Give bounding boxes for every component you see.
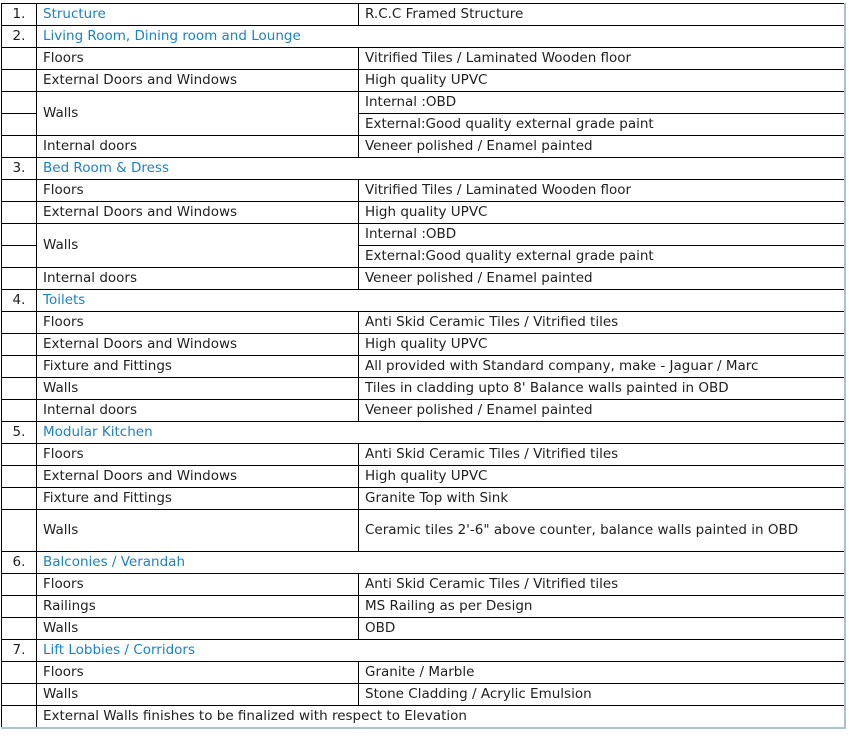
row-number-cell — [1, 399, 36, 421]
table-row — [1, 3, 844, 25]
row-number-cell — [1, 91, 36, 113]
spec-label-cell: Internal doors — [36, 399, 358, 421]
spec-value-cell: Ceramic tiles 2'-6" above counter, balance walls painted in OBD — [358, 509, 844, 551]
row-number-cell — [1, 223, 36, 245]
row-number-cell: 6. — [1, 551, 36, 573]
spec-label-cell: Floors — [36, 179, 358, 201]
spec-label-cell: External Doors and Windows — [36, 465, 358, 487]
table-row — [1, 179, 844, 201]
row-number-cell — [1, 683, 36, 705]
spec-label-cell: External Doors and Windows — [36, 69, 358, 91]
row-number-cell: 3. — [1, 157, 36, 179]
row-number-cell — [1, 333, 36, 355]
table-row — [1, 47, 844, 69]
row-number-cell — [1, 201, 36, 223]
row-number-cell — [1, 135, 36, 157]
specifications-table — [1, 3, 846, 729]
spec-value-cell: Veneer polished / Enamel painted — [358, 135, 844, 157]
spec-value-cell: High quality UPVC — [358, 465, 844, 487]
row-number-cell: 2. — [1, 25, 36, 47]
section-title-cell: Living Room, Dining room and Lounge — [36, 25, 844, 47]
table-row — [1, 135, 844, 157]
spec-value-cell: Vitrified Tiles / Laminated Wooden floor — [358, 47, 844, 69]
spec-label-cell: Walls — [36, 617, 358, 639]
spec-value-cell: Internal :OBD — [358, 223, 844, 245]
table-row — [1, 443, 844, 465]
row-number-cell: 7. — [1, 639, 36, 661]
spec-label-cell: External Doors and Windows — [36, 201, 358, 223]
table-row — [1, 399, 844, 421]
spec-value-cell: Veneer polished / Enamel painted — [358, 399, 844, 421]
table-row — [1, 333, 844, 355]
row-number-cell — [1, 705, 36, 727]
row-number-cell — [1, 509, 36, 551]
table-row — [1, 377, 844, 399]
spec-label-cell: Walls — [36, 223, 358, 267]
row-number-cell — [1, 179, 36, 201]
table-row — [1, 617, 844, 639]
spec-value-cell: All provided with Standard company, make - Jaguar / Marc — [358, 355, 844, 377]
row-number-cell — [1, 377, 36, 399]
row-number-cell — [1, 311, 36, 333]
spec-value-cell: Vitrified Tiles / Laminated Wooden floor — [358, 179, 844, 201]
row-number-cell — [1, 487, 36, 509]
row-number-cell — [1, 69, 36, 91]
table-row — [1, 355, 844, 377]
spec-label-cell: Floors — [36, 311, 358, 333]
table-row — [1, 91, 844, 113]
table-row — [1, 465, 844, 487]
spec-value-cell: External:Good quality external grade paint — [358, 113, 844, 135]
table-row — [1, 509, 844, 551]
spec-value-cell: High quality UPVC — [358, 201, 844, 223]
spec-label-cell: Walls — [36, 509, 358, 551]
spec-value-cell: Anti Skid Ceramic Tiles / Vitrified tiles — [358, 311, 844, 333]
spec-label-cell: Structure — [36, 3, 358, 25]
table-row — [1, 267, 844, 289]
row-number-cell — [1, 573, 36, 595]
spec-label-cell: Floors — [36, 573, 358, 595]
spec-value-cell: Internal :OBD — [358, 91, 844, 113]
row-number-cell — [1, 465, 36, 487]
spec-value-cell: Granite / Marble — [358, 661, 844, 683]
row-number-cell: 4. — [1, 289, 36, 311]
table-row — [1, 595, 844, 617]
spec-value-cell: Stone Cladding / Acrylic Emulsion — [358, 683, 844, 705]
section-row — [1, 157, 844, 179]
spec-label-cell: Railings — [36, 595, 358, 617]
table-row — [1, 223, 844, 245]
table-row — [1, 487, 844, 509]
spec-label-cell: Internal doors — [36, 267, 358, 289]
row-number-cell — [1, 245, 36, 267]
section-title-cell: Balconies / Verandah — [36, 551, 844, 573]
spec-value-cell: High quality UPVC — [358, 333, 844, 355]
row-number-cell — [1, 595, 36, 617]
spec-value-cell: Granite Top with Sink — [358, 487, 844, 509]
row-number-cell — [1, 47, 36, 69]
section-row — [1, 289, 844, 311]
section-row — [1, 639, 844, 661]
row-number-cell: 5. — [1, 421, 36, 443]
row-number-cell — [1, 267, 36, 289]
table-row — [1, 683, 844, 705]
row-number-cell: 1. — [1, 3, 36, 25]
spec-label-cell: External Doors and Windows — [36, 333, 358, 355]
spec-value-cell: OBD — [358, 617, 844, 639]
spec-label-cell: Walls — [36, 377, 358, 399]
row-number-cell — [1, 661, 36, 683]
spec-label-cell: Fixture and Fittings — [36, 355, 358, 377]
row-number-cell — [1, 617, 36, 639]
section-row — [1, 25, 844, 47]
spec-label-cell: Fixture and Fittings — [36, 487, 358, 509]
spec-value-cell: External:Good quality external grade paint — [358, 245, 844, 267]
spec-value-cell: MS Railing as per Design — [358, 595, 844, 617]
section-row — [1, 551, 844, 573]
spec-value-cell: Anti Skid Ceramic Tiles / Vitrified tiles — [358, 573, 844, 595]
spec-label-cell: Walls — [36, 91, 358, 135]
section-title-cell: Bed Room & Dress — [36, 157, 844, 179]
section-title-cell: Toilets — [36, 289, 844, 311]
spec-label-cell: Floors — [36, 47, 358, 69]
row-number-cell — [1, 443, 36, 465]
note-cell: External Walls finishes to be finalized with respect to Elevation — [36, 705, 844, 727]
spec-label-cell: Walls — [36, 683, 358, 705]
table-row — [1, 661, 844, 683]
spec-value-cell: Veneer polished / Enamel painted — [358, 267, 844, 289]
spec-value-cell: Anti Skid Ceramic Tiles / Vitrified tiles — [358, 443, 844, 465]
table-row — [1, 69, 844, 91]
spec-value-cell: Tiles in cladding upto 8' Balance walls painted in OBD — [358, 377, 844, 399]
table-row — [1, 311, 844, 333]
spec-label-cell: Floors — [36, 443, 358, 465]
table-row — [1, 201, 844, 223]
section-title-cell: Modular Kitchen — [36, 421, 844, 443]
spec-table-body — [1, 3, 844, 727]
spec-value-cell: R.C.C Framed Structure — [358, 3, 844, 25]
section-row — [1, 421, 844, 443]
note-row — [1, 705, 844, 727]
section-title-cell: Lift Lobbies / Corridors — [36, 639, 844, 661]
spec-label-cell: Internal doors — [36, 135, 358, 157]
row-number-cell — [1, 113, 36, 135]
spec-label-cell: Floors — [36, 661, 358, 683]
table-row — [1, 573, 844, 595]
spec-value-cell: High quality UPVC — [358, 69, 844, 91]
row-number-cell — [1, 355, 36, 377]
